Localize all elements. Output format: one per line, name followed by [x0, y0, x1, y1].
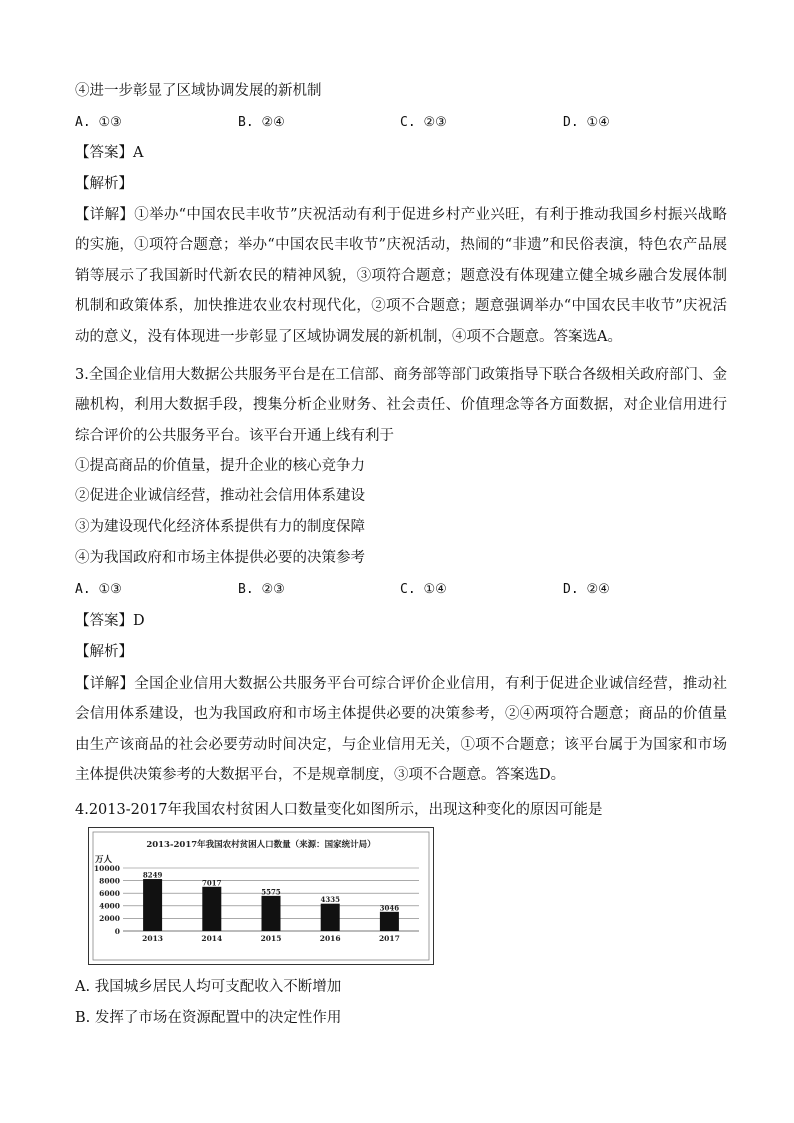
q4-stem: 4.2013-2017年我国农村贫困人口数量变化如图所示，出现这种变化的原因可能是 [75, 802, 603, 818]
poverty-chart-frame [88, 827, 434, 965]
q2-answer: 【答案】A [75, 145, 144, 161]
q2-option-d: D. ①④ [563, 115, 610, 130]
q2-analysis-heading: 【解析】 [75, 176, 133, 192]
data-label-2014: 7017 [202, 878, 222, 888]
data-label-2016: 4335 [320, 895, 340, 905]
q2-detail: 【详解】①举办“中国农民丰收节”庆祝活动有利于促进乡村产业兴旺，有利于推动我国乡村振兴战略的实施，①项符合题意；举办“中国农民丰收节”庆祝活动，热闹的“非遗”和民俗表演，特色农产品展销等展示了我国新时代新农民的精神风貌，③项符合题意；题意没有体现建立健全城乡融合发展体制机制和政策体系，加快推进农业农村现代化，②项不合题意；题意强调举办“中国农民丰收节”庆祝活动的意义，没有体现进一步彰显了区域协调发展的新机制，④项不合题意。答案选A。 [75, 207, 727, 345]
x-tick-label-2014: 2014 [201, 934, 223, 943]
y-tick-label-1: 8000 [99, 876, 120, 886]
data-label-2015: 5575 [261, 887, 281, 897]
q3-detail: 【详解】全国企业信用大数据公共服务平台可综合评价企业信用，有利于促进企业诚信经营，推动社会信用体系建设，也为我国政府和市场主体提供必要的决策参考，②④两项符合题意；商品的价值量由生产该商品的社会必要劳动时间决定，与企业信用无关，①项不合题意；该平台属于为国家和市场主体提供决策参考的大数据平台，不是规章制度，③项不合题意。答案选D。 [75, 676, 727, 784]
bar-2017 [380, 912, 399, 931]
y-tick-label-0: 10000 [93, 863, 120, 873]
bar-2016 [321, 904, 340, 931]
q3-stem: 3.全国企业信用大数据公共服务平台是在工信部、商务部等部门政策指导下联合各级相关政府部门、金融机构，利用大数据手段，搜集分析企业财务、社会责任、价值理念等各方面数据，对企业信用进行综合评价的公共服务平台。该平台开通上线有利于 [75, 367, 727, 444]
q3-option-d: D. ②④ [563, 582, 610, 597]
chart-y-axis-label: 万人 [95, 855, 113, 865]
q3-item-4: ④为我国政府和市场主体提供必要的决策参考 [75, 550, 365, 566]
q3-analysis-heading: 【解析】 [75, 644, 133, 660]
y-tick-label-2: 6000 [99, 889, 120, 898]
q3-item-3: ③为建设现代化经济体系提供有力的制度保障 [75, 519, 365, 535]
x-tick-label-2016: 2016 [319, 934, 341, 943]
y-tick-label-5: 0 [114, 926, 120, 936]
q3-answer: 【答案】D [75, 613, 145, 629]
q3-option-c: C. ①④ [400, 582, 447, 597]
y-tick-label-3: 4000 [99, 901, 120, 911]
y-tick-label-4: 2000 [99, 914, 120, 924]
bar-2013 [143, 879, 162, 931]
data-label-2017: 3046 [379, 903, 400, 913]
q4-option-a: A. 我国城乡居民人均可支配收入不断增加 [75, 979, 342, 995]
x-tick-label-2017: 2017 [378, 934, 400, 943]
x-tick-label-2015: 2015 [260, 934, 282, 943]
q2-option-a: A. ①③ [75, 115, 122, 130]
q2-option-c: C. ②③ [400, 115, 447, 130]
q3-option-b: B. ②③ [238, 582, 285, 597]
q3-item-2: ②促进企业诚信经营，推动社会信用体系建设 [75, 488, 365, 504]
q2-item-4: ④进一步彰显了区域协调发展的新机制 [75, 83, 322, 99]
data-label-2013: 8249 [142, 870, 163, 880]
q3-item-1: ①提高商品的价值量，提升企业的核心竞争力 [75, 458, 365, 474]
poverty-bar-chart [89, 828, 433, 964]
q4-option-b: B. 发挥了市场在资源配置中的决定性作用 [75, 1010, 342, 1026]
bar-2015 [262, 896, 281, 931]
q2-option-b: B. ②④ [238, 115, 285, 130]
chart-title: 2013-2017年我国农村贫困人口数量（来源：国家统计局） [146, 840, 376, 850]
x-tick-label-2013: 2013 [142, 934, 164, 943]
bar-2014 [202, 887, 221, 931]
q3-option-a: A. ①③ [75, 582, 122, 597]
